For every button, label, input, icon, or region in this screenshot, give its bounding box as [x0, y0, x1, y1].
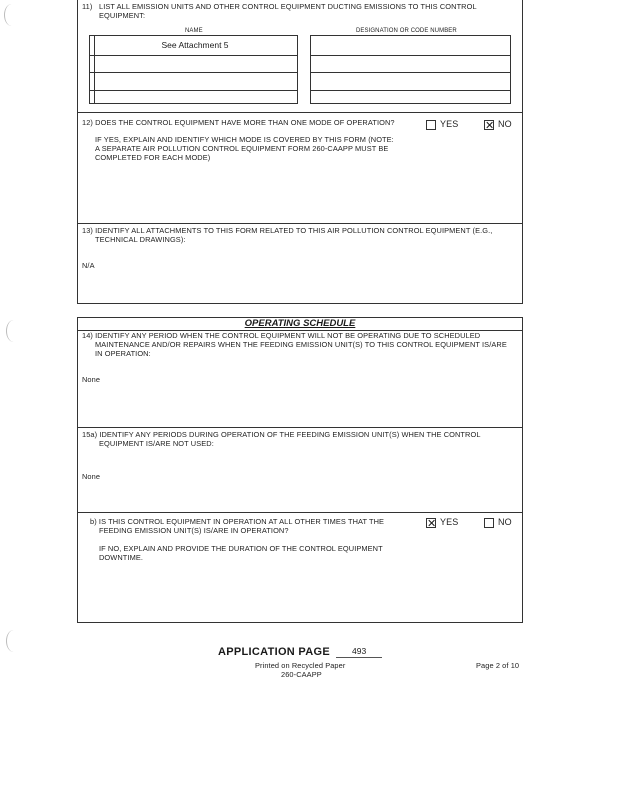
page-number-underline: [336, 657, 382, 658]
q14-section-divider: [77, 427, 523, 428]
q15a-label: 15a) IDENTIFY ANY PERIODS DURING OPERATION OF THE FEEDING EMISSION UNIT(S) WHEN THE CONTROL: [82, 430, 481, 439]
q15b-no-label: NO: [498, 517, 512, 527]
q11-row-divider: [310, 55, 511, 56]
q12-yes-checkbox[interactable]: [426, 120, 436, 130]
q11-row-2-name[interactable]: [95, 57, 295, 71]
q12-no-label: NO: [498, 119, 512, 129]
application-page-number: 493: [352, 646, 367, 656]
binder-hole-mark: [6, 630, 21, 652]
application-page-label: APPLICATION PAGE: [218, 646, 330, 658]
q11-number: 11): [82, 2, 93, 11]
q11-designation-header: DESIGNATION OR CODE NUMBER: [356, 28, 457, 34]
q14-label-cont: MAINTENANCE AND/OR REPAIRS WHEN THE FEEDING EMISSION UNIT(S) TO THIS CONTROL EQUIPMENT IS/ARE: [95, 340, 507, 349]
q15b-yes-label: YES: [440, 517, 459, 527]
section-frame-bottom: [77, 303, 523, 304]
q15b-label-cont: FEEDING EMISSION UNIT(S) IS/ARE IN OPERATION?: [99, 526, 289, 535]
q15b-instructions-cont: DOWNTIME.: [99, 553, 144, 562]
q13-answer[interactable]: N/A: [82, 261, 95, 270]
page-of: Page 2 of 10: [476, 661, 520, 670]
q13-label-cont: TECHNICAL DRAWINGS):: [95, 235, 186, 244]
q15b-answer-area[interactable]: [82, 566, 517, 618]
q15b-yes-checkbox[interactable]: [426, 518, 436, 528]
q11-label-cont: EQUIPMENT:: [99, 11, 146, 20]
q11-label: LIST ALL EMISSION UNITS AND OTHER CONTROL EQUIPMENT DUCTING EMISSIONS TO THIS CONTROL: [99, 2, 477, 11]
printed-on-recycled-paper: Printed on Recycled Paper: [255, 661, 346, 670]
q14-label-cont: IN OPERATION:: [95, 349, 151, 358]
q12-instructions-cont: COMPLETED FOR EACH MODE): [95, 153, 211, 162]
q11-row-divider: [89, 55, 298, 56]
q11-row-divider: [310, 72, 511, 73]
q15b-label: b) IS THIS CONTROL EQUIPMENT IN OPERATION AT ALL OTHER TIMES THAT THE: [90, 517, 385, 526]
q12-label: 12) DOES THE CONTROL EQUIPMENT HAVE MORE THAN ONE MODE OF OPERATION?: [82, 118, 395, 127]
q12-no-checkbox[interactable]: [484, 120, 494, 130]
q11-section-divider: [77, 112, 523, 113]
q15b-instructions: IF NO, EXPLAIN AND PROVIDE THE DURATION OF THE CONTROL EQUIPMENT: [99, 544, 383, 553]
q12-instructions-cont: A SEPARATE AIR POLLUTION CONTROL EQUIPMENT FORM 260-CAAPP MUST BE: [95, 144, 389, 153]
q11-row-divider: [89, 90, 298, 91]
operating-schedule-title: OPERATING SCHEDULE: [244, 318, 356, 329]
section-frame-left: [77, 0, 78, 304]
q11-row-divider: [89, 72, 298, 73]
binder-hole-mark: [4, 4, 19, 26]
q11-row-2-designation[interactable]: [313, 57, 508, 71]
q12-yes-label: YES: [440, 119, 459, 129]
q12-answer-area[interactable]: [82, 166, 517, 220]
q15b-no-checkbox[interactable]: [484, 518, 494, 528]
section-frame-right: [522, 0, 523, 304]
q12-instructions: IF YES, EXPLAIN AND IDENTIFY WHICH MODE IS COVERED BY THIS FORM (NOTE:: [95, 135, 394, 144]
q11-name-header: NAME: [185, 28, 203, 34]
q13-label: 13) IDENTIFY ALL ATTACHMENTS TO THIS FORM RELATED TO THIS AIR POLLUTION CONTROL EQUIPMENT (E.G.,: [82, 226, 493, 235]
form-code: 260-CAAPP: [281, 670, 322, 679]
x-mark-icon: ✕: [485, 119, 495, 132]
q11-row-1-name[interactable]: See Attachment 5: [161, 40, 229, 50]
binder-hole-mark: [6, 320, 21, 342]
q14-answer[interactable]: None: [82, 375, 101, 384]
q15a-label-cont: EQUIPMENT IS/ARE NOT USED:: [99, 439, 214, 448]
q14-label: 14) IDENTIFY ANY PERIOD WHEN THE CONTROL EQUIPMENT WILL NOT BE OPERATING DUE TO SCHEDULED: [82, 331, 481, 340]
q11-row-divider: [310, 90, 511, 91]
q15a-answer[interactable]: None: [82, 472, 101, 481]
q11-row-1-designation[interactable]: [313, 37, 508, 53]
x-mark-icon: ✕: [427, 517, 437, 530]
q12-section-divider: [77, 223, 523, 224]
q11-row-3-name[interactable]: [95, 74, 295, 88]
q11-row-3-designation[interactable]: [313, 74, 508, 88]
q15a-section-divider: [77, 512, 523, 513]
